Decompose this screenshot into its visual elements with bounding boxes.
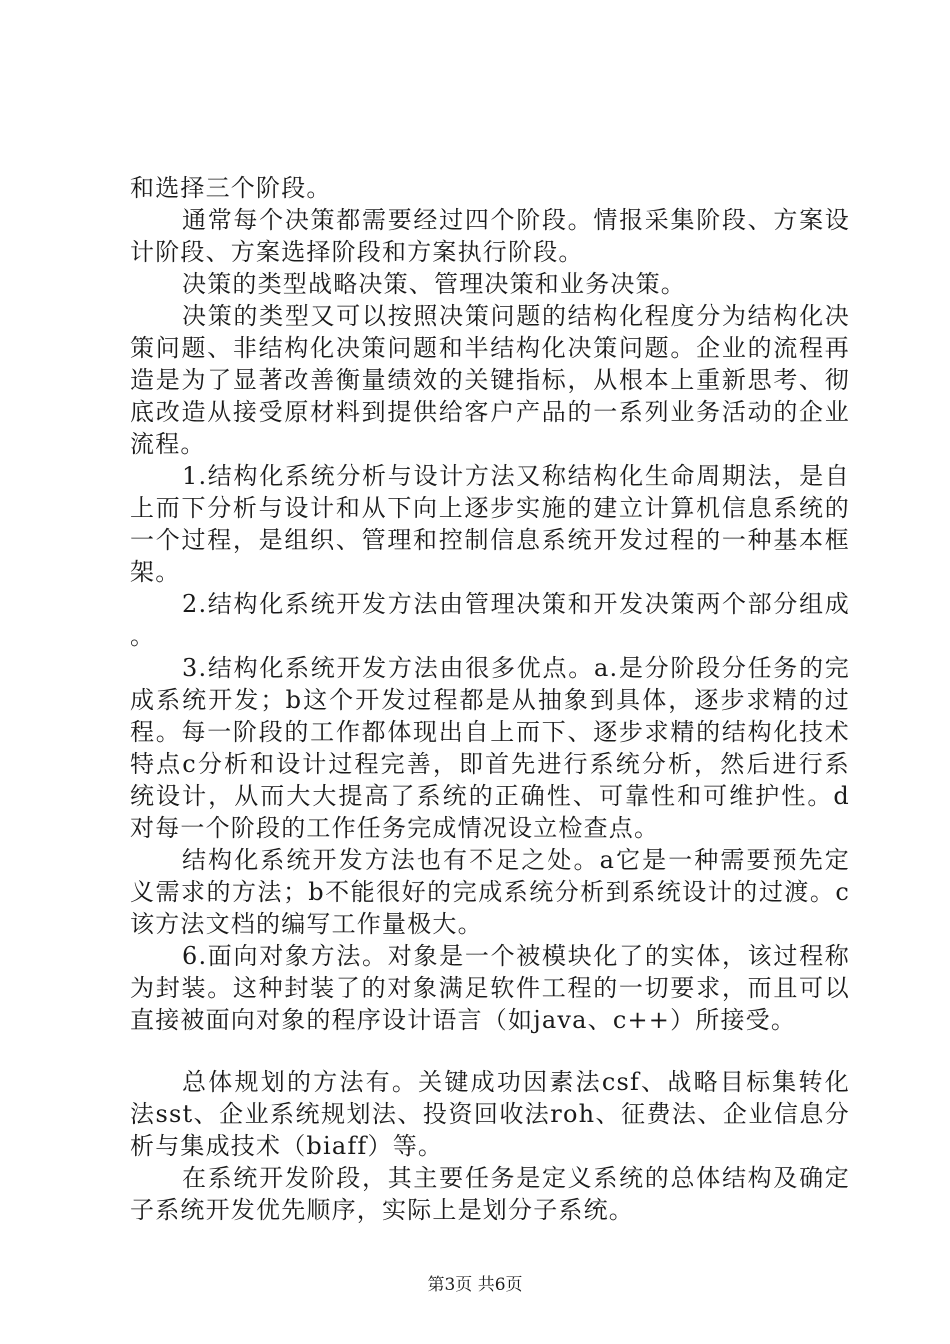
paragraph-item-1: 1.结构化系统分析与设计方法又称结构化生命周期法，是自上而下分析与设计和从下向上逐步实施的建立计算机信息系统的一个过程，是组织、管理和控制信息系统开发过程的一种基本框架。 — [130, 462, 850, 586]
paragraph-planning-methods: 总体规划的方法有。关键成功因素法csf、战略目标集转化法sst、企业系统规划法、投资回收法roh、征费法、企业信息分析与集成技术（biaff）等。 — [130, 1068, 850, 1160]
paragraph-item-2: 2.结构化系统开发方法由管理决策和开发决策两个部分组成。 — [130, 590, 850, 650]
paragraph-structured-decisions: 决策的类型又可以按照决策问题的结构化程度分为结构化决策问题、非结构化决策问题和半结构化决策问题。企业的流程再造是为了显著改善衡量绩效的关键指标，从根本上重新思考、彻底改造从接受原材料到提供给客户产品的一系列业务活动的企业流程。 — [130, 302, 850, 458]
paragraph-decision-stages: 通常每个决策都需要经过四个阶段。情报采集阶段、方案设计阶段、方案选择阶段和方案执行阶段。 — [130, 206, 850, 266]
paragraph-decision-types: 决策的类型战略决策、管理决策和业务决策。 — [182, 270, 686, 298]
paragraph-development-stage: 在系统开发阶段，其主要任务是定义系统的总体结构及确定子系统开发优先顺序，实际上是划分子系统。 — [130, 1164, 850, 1224]
paragraph-item-3: 3.结构化系统开发方法由很多优点。a.是分阶段分任务的完成系统开发；b这个开发过程都是从抽象到具体，逐步求精的过程。每一阶段的工作都体现出自上而下、逐步求精的结构化技术特点c分析和设计过程完善，即首先进行系统分析，然后进行系统设计，从而大大提高了系统的正确性、可靠性和可维护性。d对每一个阶段的工作任务完成情况设立检查点。 — [130, 654, 850, 842]
paragraph-continuation: 和选择三个阶段。 — [130, 174, 332, 202]
paragraph-shortcomings: 结构化系统开发方法也有不足之处。a它是一种需要预先定义需求的方法；b不能很好的完成系统分析到系统设计的过渡。c该方法文档的编写工作量极大。 — [130, 846, 850, 938]
paragraph-item-6: 6.面向对象方法。对象是一个被模块化了的实体，该过程称为封装。这种封装了的对象满足软件工程的一切要求，而且可以直接被面向对象的程序设计语言（如java、c++）所接受。 — [130, 942, 850, 1034]
page-number-footer: 第3页 共6页 — [427, 1275, 523, 1295]
document-body — [130, 172, 850, 1226]
